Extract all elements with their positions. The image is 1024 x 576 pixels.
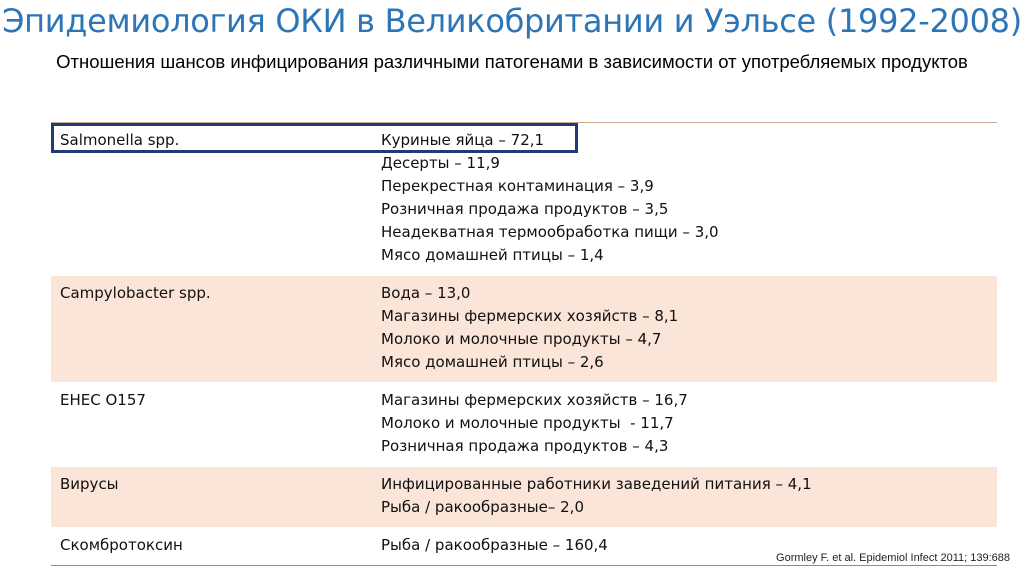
table-row bbox=[51, 467, 997, 528]
food-source-item: Инфицированные работники заведений питания – 4,1 bbox=[381, 475, 812, 493]
table-row bbox=[51, 276, 997, 383]
food-sources-cell bbox=[373, 276, 997, 382]
food-source-item: Молоко и молочные продукты - 11,7 bbox=[381, 414, 674, 432]
food-source-item: Перекрестная контаминация – 3,9 bbox=[381, 177, 654, 195]
slide-title: Эпидемиология ОКИ в Великобритании и Уэльсе (1992-2008) bbox=[2, 2, 1022, 40]
food-source-item: Мясо домашней птицы – 2,6 bbox=[381, 353, 604, 371]
food-source-item: Десерты – 11,9 bbox=[381, 154, 500, 172]
table-row bbox=[51, 123, 997, 276]
food-source-item: Рыба / ракообразные – 160,4 bbox=[381, 536, 608, 554]
table-row bbox=[51, 383, 997, 467]
pathogen-cell: EHEC O157 bbox=[60, 391, 146, 409]
food-source-item: Магазины фермерских хозяйств – 8,1 bbox=[381, 307, 679, 325]
citation: Gormley F. et al. Epidemiol Infect 2011; 139:688 bbox=[776, 552, 1010, 564]
pathogen-cell: Salmonella spp. bbox=[60, 131, 180, 149]
food-source-item: Вода – 13,0 bbox=[381, 284, 471, 302]
food-sources-cell bbox=[373, 383, 997, 466]
food-source-item: Магазины фермерских хозяйств – 16,7 bbox=[381, 391, 688, 409]
food-source-item: Молоко и молочные продукты – 4,7 bbox=[381, 330, 662, 348]
food-sources-cell bbox=[373, 123, 997, 275]
food-source-item: Розничная продажа продуктов – 3,5 bbox=[381, 200, 669, 218]
slide-subtitle: Отношения шансов инфицирования различными патогенами в зависимости от употребляемых продуктов bbox=[56, 51, 968, 72]
food-source-item: Розничная продажа продуктов – 4,3 bbox=[381, 437, 669, 455]
food-sources-cell bbox=[373, 467, 997, 527]
pathogen-cell: Campylobacter spp. bbox=[60, 284, 211, 302]
food-source-item: Рыба / ракообразные– 2,0 bbox=[381, 498, 584, 516]
pathogen-cell: Вирусы bbox=[60, 475, 119, 493]
odds-ratio-table bbox=[51, 122, 997, 566]
food-source-item: Мясо домашней птицы – 1,4 bbox=[381, 246, 604, 264]
pathogen-cell: Скомбротоксин bbox=[60, 536, 183, 554]
food-source-item: Куриные яйца – 72,1 bbox=[381, 131, 545, 149]
food-source-item: Неадекватная термообработка пищи – 3,0 bbox=[381, 223, 719, 241]
